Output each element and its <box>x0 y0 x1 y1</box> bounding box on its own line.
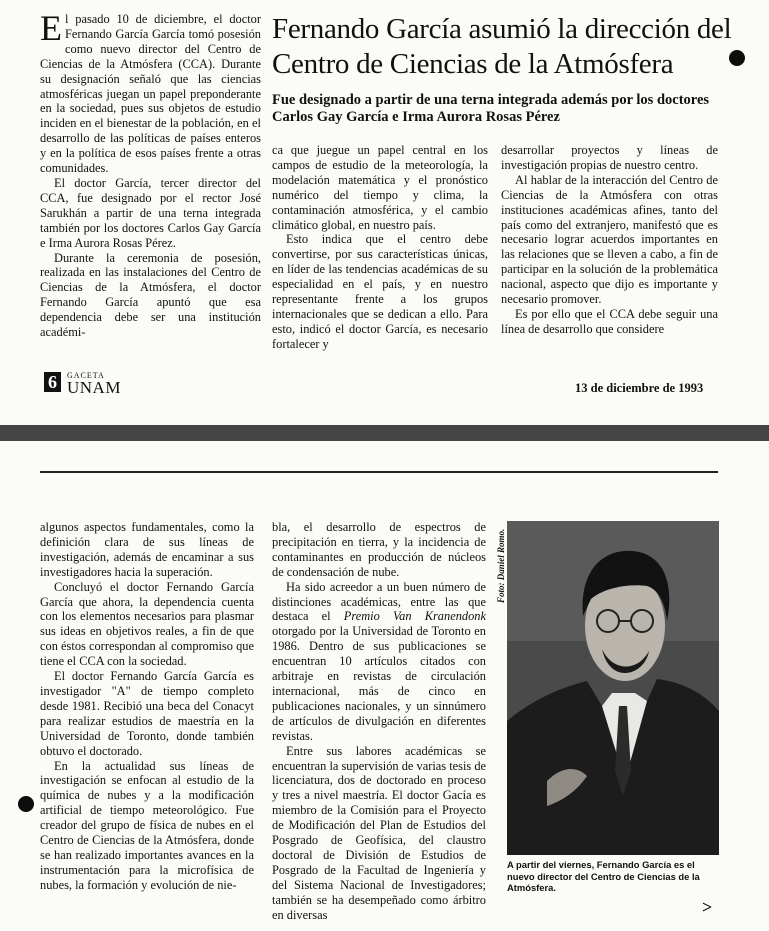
photo-credit: Foto: Daniel Romo. <box>496 528 506 603</box>
paragraph: algunos aspectos fundamentales, como la definición clara de sus líneas de investigación, además de encaminar a sus investigadores hacia la superación. <box>40 520 254 579</box>
lead-paragraph: El pasado 10 de diciembre, el doctor Fernando García García tomó posesión como nuevo director del Centro de Ciencias de la Atmósfera (CCA). Durante su designación señaló que las ciencias atmosféricas juegan un papel preponderante en la sociedad, pues sus objetos de estudio inciden en el bienestar de la población, en el desarrollo de las políticas de países enteros y en la política de esos países frente a otras comunidades. <box>40 8 261 176</box>
award-name: Premio Van Kranendonk <box>343 609 486 624</box>
paragraph: El doctor Fernando García García es investigador "A" de tiempo completo desde 1981. Recibió una beca del Conacyt para realizar estudios de maestría en la Universidad de Toronto, donde también obtuvo el doctorado. <box>40 669 254 758</box>
paragraph: Esto indica que el centro debe convertirse, por sus características únicas, en líder de las tendencias académicas de su especialidad en el país, y en nuestro representante frente a los grupos internacionales que se dedican a ello. Para esto, indicó el doctor García, es necesario fortalecer y <box>272 232 488 351</box>
paragraph: El doctor García, tercer director del CCA, fue designado por el rector José Sarukhán a partir de una terna integrada también por los doctores Carlos Gay García e Irma Aurora Rosas Pérez. <box>40 175 261 250</box>
paragraph: En la actualidad sus líneas de investigación se enfocan al estudio de la química de nubes y a la modificación artificial de tiempo meteorológico. Fue creador del grupo de física de nubes en el Centro de Ciencias de la Atmósfera, donde se han realizado importantes avances en la instrumentación para la microfísica de nubes, la formación y evolución de nie- <box>40 758 254 892</box>
paragraph: Al hablar de la interacción del Centro de Ciencias de la Atmósfera con otras instituciones académicas afines, tanto del país como del extranjero, manifestó que es necesario lograr acuerdos importantes en las relaciones que se lleven a cabo, a fin de participar en la solución de la problemática nacional, aspecto que dijo es importante y necesario promover. <box>501 172 718 307</box>
paragraph: ca que juegue un papel central en los campos de estudio de la meteorología, la modelación matemática y el pronóstico numérico del tiempo y clima, la contaminación atmosférica, y el cambio climático global, en nuestro país. <box>272 143 488 232</box>
punch-hole <box>18 796 34 812</box>
article-page-top <box>0 0 769 425</box>
paragraph: Entre sus labores académicas se encuentran la supervisión de varias tesis de licenciatura, dos de doctorado en proceso y tres a nivel maestría. El doctor Gacía es miembro de la Comisión para el Proyecto de Modificación del Plan de Estudios del Posgrado de Geofísica, del claustro doctoral de División de Estudios de Posgrado de la Facultad de Ingeniería y del Sistema Nacional de Investigadores; también se ha desempeñado como árbitro en diversas <box>272 743 487 922</box>
column-1 <box>40 8 261 340</box>
page-number: 6 <box>44 372 61 392</box>
continue-arrow: > <box>702 897 713 917</box>
paragraph: desarrollar proyectos y líneas de investigación propias de nuestro centro. <box>501 143 718 172</box>
column-3 <box>501 143 718 337</box>
top-rule <box>40 471 718 473</box>
subheadline: Fue designado a partir de una terna integrada además por los doctores Carlos Gay García e Irma Aurora Rosas Pérez <box>272 92 710 125</box>
paragraph: Concluyó el doctor Fernando García García que ahora, la dependencia cuenta con los elementos necesarios para plasmar sus ideas en objetivos reales, a fin de que con éstos correspondan al compromiso que tiene el CCA con la sociedad. <box>40 579 254 669</box>
paragraph: Ha sido acreedor a un buen número de distinciones académicas, entre las que destaca el Premio Van Kranendonk otorgado por la Universidad de Toronto en 1986. Dentro de sus publicaciones se encuentran 10 artículos citados con arbitraje en revistas de circulación internacional, más de cinco en publicaciones nacionales, y un sinnúmero de artículos de divulgación en diferentes revistas. <box>272 579 486 743</box>
paragraph: bla, el desarrollo de espectros de precipitación en tierra, y la incidencia de contaminantes en producción de núcleos de condensación de nube. <box>272 520 486 579</box>
photo-caption: A partir del viernes, Fernando García es el nuevo director del Centro de Ciencias de la Atmósfera. <box>507 859 700 893</box>
punch-hole <box>729 50 745 66</box>
column-2 <box>272 143 488 352</box>
portrait-photo <box>507 521 719 855</box>
gaceta-unam-logo: GACETA UNAM <box>67 371 121 397</box>
issue-date: 13 de diciembre de 1993 <box>575 381 704 395</box>
headline: Fernando García asumió la dirección del Centro de Ciencias de la Atmósfera <box>272 13 732 80</box>
column-2 <box>272 520 486 922</box>
paragraph: Durante la ceremonia de posesión, realizada en las instalaciones del Centro de Ciencias de la Atmósfera, el doctor Fernando García apuntó que esa dependencia debe ser una institución académi- <box>40 250 261 340</box>
article-page-bottom <box>0 441 769 931</box>
drop-cap: E <box>40 8 62 48</box>
column-1 <box>40 520 254 893</box>
masthead-footer <box>44 372 121 398</box>
paragraph: Es por ello que el CCA debe seguir una línea de desarrollo que considere <box>501 306 718 336</box>
